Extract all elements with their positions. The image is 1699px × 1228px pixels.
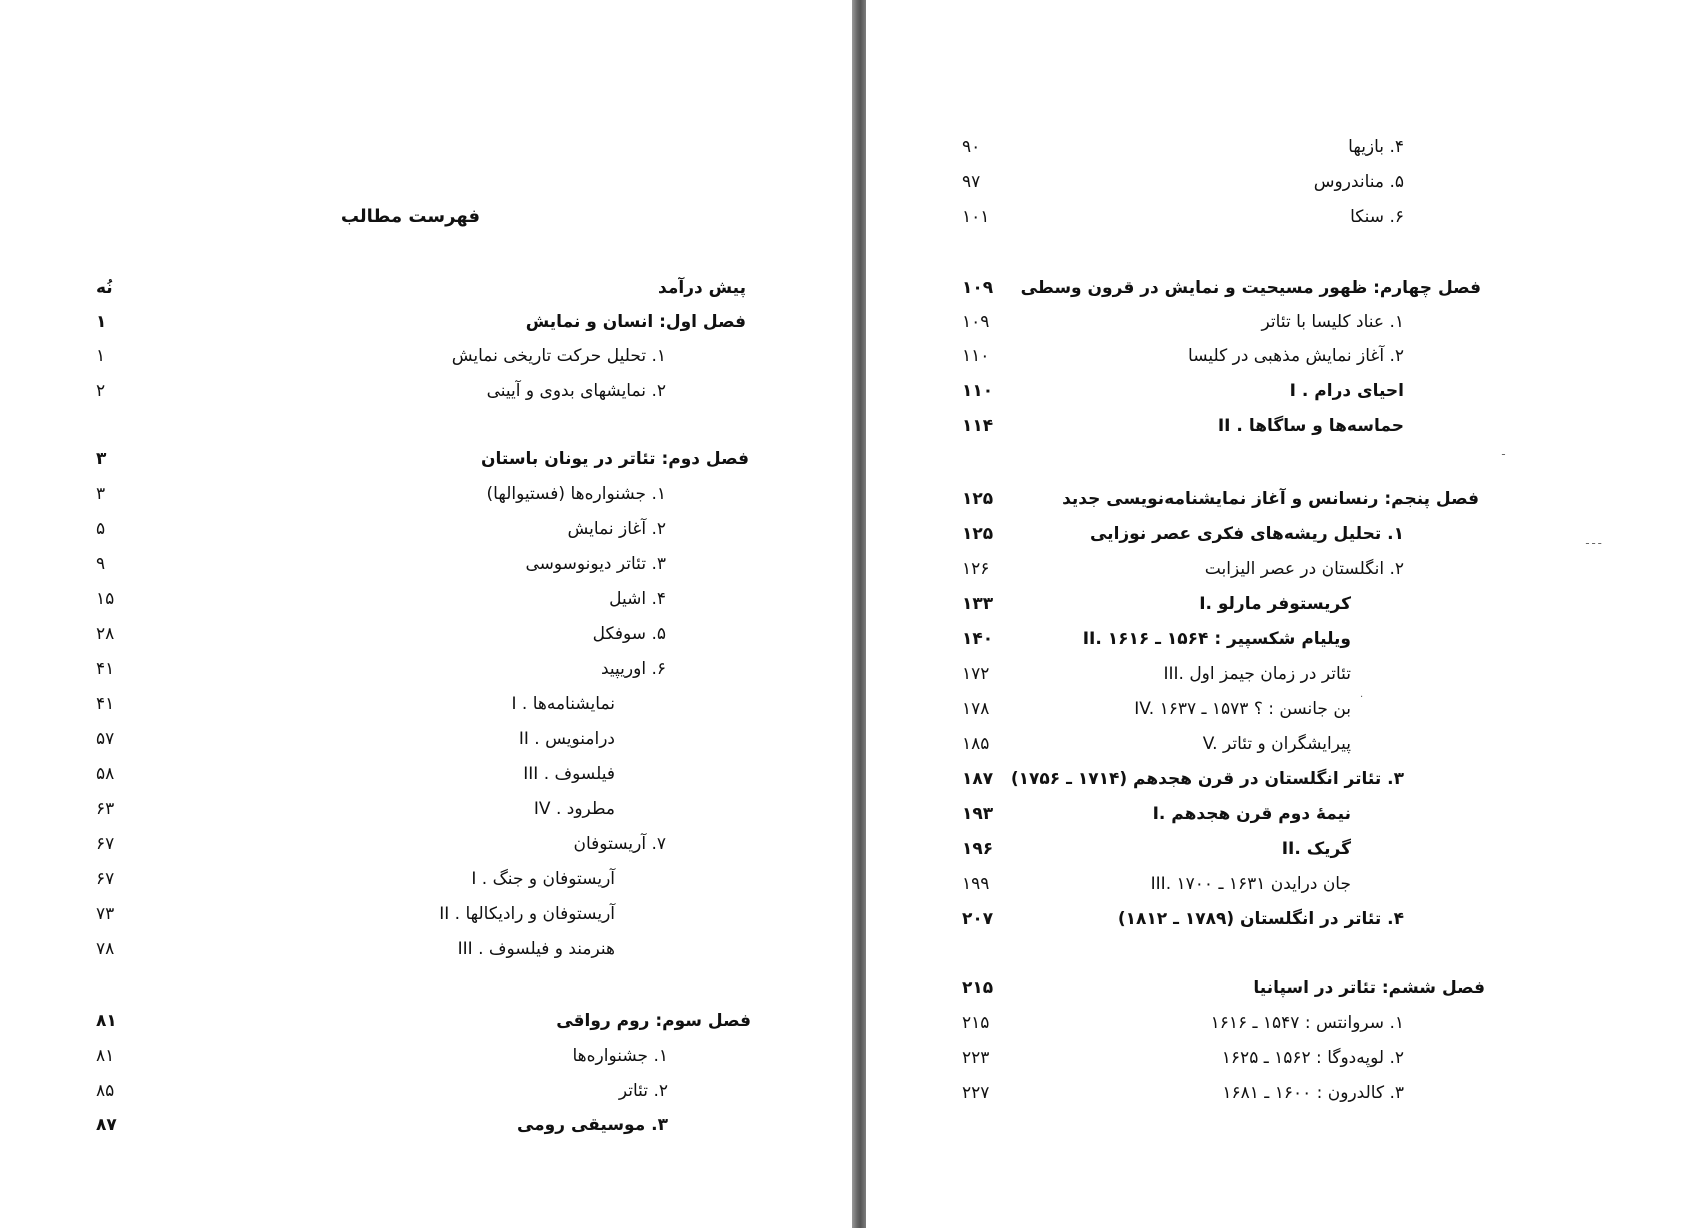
right-page xyxy=(866,0,1699,1228)
toc-entry: II . آریستوفان و رادیکالها ۷۳ xyxy=(96,904,615,924)
toc-entry: I . احیای درام ۱۱۰ xyxy=(962,381,1404,401)
toc-entry: ۵. سوفکل ۲۸ xyxy=(96,624,666,644)
toc-entry: پیش درآمد نُه xyxy=(96,278,746,298)
toc-entry: ۱. جشنواره‌ها ۸۱ xyxy=(96,1046,668,1066)
toc-entry: ۱. تحلیل حرکت تاریخی نمایش ۱ xyxy=(96,346,666,366)
toc-entry: IV . مطرود ۶۳ xyxy=(96,799,615,819)
toc-entry: ۴. اشیل ۱۵ xyxy=(96,589,666,609)
toc-entry: ۳. موسیقی رومی ۸۷ xyxy=(96,1115,668,1135)
toc-entry: فصل چهارم: ظهور مسیحیت و نمایش در قرون وسطی ۱۰۹ xyxy=(962,278,1481,298)
toc-entry: ۴. تئاتر در انگلستان (۱۷۸۹ ـ ۱۸۱۲) ۲۰۷ xyxy=(962,909,1404,929)
toc-entry: ۲. نمایشهای بدوی و آیینی ۲ xyxy=(96,381,666,401)
toc-entry: فصل پنجم: رنسانس و آغاز نمایشنامه‌نویسی جدید ۱۲۵ xyxy=(962,489,1479,509)
toc-entry: V. پیرایشگران و تئاتر ۱۸۵ xyxy=(962,734,1351,754)
scan-speck: ـ xyxy=(1502,447,1505,458)
toc-entry: I. نیمهٔ دوم قرن هجدهم ۱۹۳ xyxy=(962,804,1351,824)
toc-entry: ۳. تئاتر دیونوسوسی ۹ xyxy=(96,554,666,574)
toc-entry: I . نمایشنامه‌ها ۴۱ xyxy=(96,694,615,714)
toc-entry: III. جان درایدن ۱۶۳۱ ـ ۱۷۰۰ ۱۹۹ xyxy=(962,874,1351,894)
toc-entry: ۶. سنکا ۱۰۱ xyxy=(962,207,1404,227)
toc-entry: III . هنرمند و فیلسوف ۷۸ xyxy=(96,939,615,959)
toc-entry: III. تئاتر در زمان جیمز اول ۱۷۲ xyxy=(962,664,1351,684)
book-gutter xyxy=(852,0,866,1228)
toc-entry: I . آریستوفان و جنگ ۶۷ xyxy=(96,869,615,889)
toc-entry: II . درامنویس ۵۷ xyxy=(96,729,615,749)
toc-entry: ۲. آغاز نمایش ۵ xyxy=(96,519,666,539)
scan-speck: · xyxy=(1360,692,1364,703)
toc-entry: ۶. اوریپید ۴۱ xyxy=(96,659,666,679)
scan-speck: ـ ـ ـ xyxy=(1586,536,1602,547)
toc-entry: فصل ششم: تئاتر در اسپانیا ۲۱۵ xyxy=(962,978,1485,998)
toc-entry: ۲. تئاتر ۸۵ xyxy=(96,1081,668,1101)
toc-entry: ۲. انگلستان در عصر الیزابت ۱۲۶ xyxy=(962,559,1404,579)
toc-entry: II. گریک ۱۹۶ xyxy=(962,839,1351,859)
toc-entry: ۱. تحلیل ریشه‌های فکری عصر نوزایی ۱۲۵ xyxy=(962,524,1404,544)
toc-entry: II. ویلیام شکسپیر : ۱۵۶۴ ـ ۱۶۱۶ ۱۴۰ xyxy=(962,629,1351,649)
toc-entry: ۱. سروانتس : ۱۵۴۷ ـ ۱۶۱۶ ۲۱۵ xyxy=(962,1013,1404,1033)
toc-entry: I. کریستوفر مارلو ۱۳۳ xyxy=(962,594,1351,614)
toc-entry: ۲. لوپه‌دوگا : ۱۵۶۲ ـ ۱۶۲۵ ۲۲۳ xyxy=(962,1048,1404,1068)
toc-entry: ۳. کالدرون : ۱۶۰۰ ـ ۱۶۸۱ ۲۲۷ xyxy=(962,1083,1404,1103)
toc-entry: ۵. مناندروس ۹۷ xyxy=(962,172,1404,192)
toc-entry: III . فیلسوف ۵۸ xyxy=(96,764,615,784)
toc-entry: ۳. تئاتر انگلستان در قرن هجدهم (۱۷۱۴ ـ ۱۷۵۶) ۱۸۷ xyxy=(962,769,1404,789)
toc-entry: ۷. آریستوفان ۶۷ xyxy=(96,834,666,854)
toc-entry: II . حماسه‌ها و ساگاها ۱۱۴ xyxy=(962,416,1404,436)
toc-entry: فصل سوم: روم رواقی ۸۱ xyxy=(96,1011,751,1031)
toc-entry: ۲. آغاز نمایش مذهبی در کلیسا ۱۱۰ xyxy=(962,346,1404,366)
toc-entry: ۱. عناد کلیسا با تئاتر ۱۰۹ xyxy=(962,312,1404,332)
toc-entry: IV. بن جانسن : ؟ ۱۵۷۳ ـ ۱۶۳۷ ۱۷۸ xyxy=(962,699,1351,719)
toc-entry: فصل اول: انسان و نمایش ۱ xyxy=(96,312,746,332)
toc-title: فهرست مطالب xyxy=(340,206,480,227)
toc-entry: ۱. جشنواره‌ها (فستیوالها) ۳ xyxy=(96,484,666,504)
toc-entry: ۴. بازیها ۹۰ xyxy=(962,137,1404,157)
toc-entry: فصل دوم: تئاتر در یونان باستان ۳ xyxy=(96,449,749,469)
